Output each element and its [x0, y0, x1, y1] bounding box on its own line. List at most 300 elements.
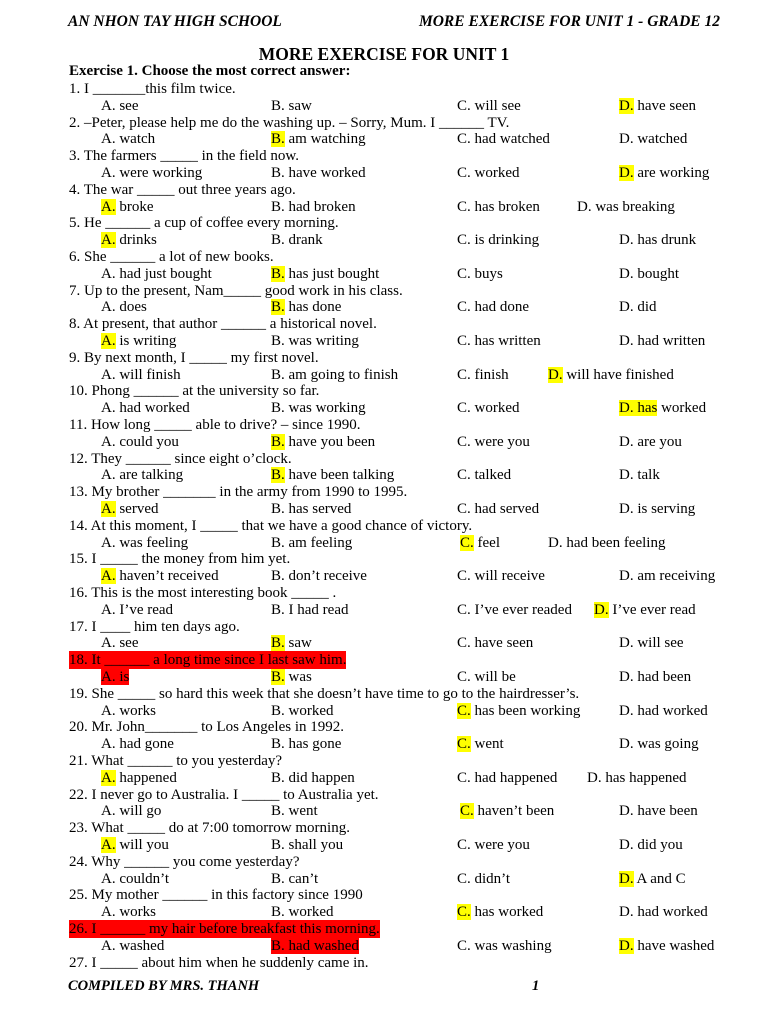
option-text: had been	[633, 669, 692, 685]
option-text: had served	[470, 501, 540, 517]
question-number: 16.	[69, 585, 88, 601]
question-stem: The farmers _____ in the field now.	[80, 148, 299, 165]
option-text: does	[115, 299, 147, 316]
answer-option-c[interactable]	[457, 433, 530, 451]
answer-option-c[interactable]	[457, 903, 543, 921]
option-letter: C.	[457, 702, 471, 719]
option-text: is	[115, 669, 130, 685]
option-text: is serving	[633, 501, 696, 517]
option-letter: A.	[101, 467, 116, 484]
option-letter: B.	[271, 769, 285, 786]
option-letter: C.	[457, 669, 471, 685]
option-letter: A.	[101, 501, 116, 517]
question-text	[69, 450, 292, 468]
option-letter: B.	[271, 568, 285, 585]
option-letter: C.	[457, 769, 471, 786]
question-text	[69, 550, 290, 568]
option-letter: C.	[457, 635, 471, 652]
option-text: had just bought	[115, 265, 212, 282]
answer-option-d[interactable]	[619, 332, 705, 350]
answer-option-b[interactable]	[271, 870, 318, 888]
question-number: 11.	[69, 417, 88, 433]
answer-option-b[interactable]	[271, 198, 356, 216]
answer-option-c[interactable]	[460, 802, 554, 820]
header-school-name: AN NHON TAY HIGH SCHOOL	[68, 13, 282, 30]
option-letter: C.	[457, 837, 471, 853]
option-letter: B.	[271, 601, 285, 618]
option-letter: A.	[101, 333, 116, 349]
answer-options	[0, 534, 768, 552]
answer-option-b[interactable]	[271, 332, 359, 350]
option-text: saw	[284, 97, 312, 114]
option-letter: D.	[619, 299, 634, 316]
option-letter: B.	[271, 198, 285, 215]
option-text: am feeling	[284, 534, 353, 551]
answer-option-a[interactable]	[101, 903, 156, 921]
option-text: has just bought	[284, 265, 380, 282]
answer-options	[0, 668, 768, 686]
option-text: are you	[633, 433, 682, 450]
answer-option-d[interactable]	[587, 769, 687, 787]
question-text	[69, 214, 339, 232]
option-letter: B.	[271, 433, 285, 450]
answer-option-b[interactable]	[271, 937, 359, 955]
option-text: have been	[633, 803, 698, 820]
answer-option-a[interactable]	[101, 466, 183, 484]
answer-option-d[interactable]	[619, 130, 687, 148]
answer-option-c[interactable]	[457, 836, 530, 854]
answer-option-a[interactable]	[101, 634, 139, 652]
question-number: 20.	[69, 719, 88, 736]
answer-option-b[interactable]	[271, 500, 351, 518]
answer-option-c[interactable]	[457, 500, 539, 518]
option-letter: D.	[619, 333, 634, 349]
answer-options	[0, 399, 768, 417]
option-text: I’ve ever readed	[470, 601, 572, 618]
option-letter: D.	[619, 937, 634, 954]
option-text: didn’t	[470, 870, 511, 887]
answer-option-a[interactable]	[101, 500, 159, 518]
option-text: have seen	[470, 635, 534, 652]
answer-option-a[interactable]	[101, 265, 212, 283]
question-stem: What _____ do at 7:00 tomorrow morning.	[87, 820, 350, 837]
option-letter: D.	[587, 769, 602, 786]
answer-option-c[interactable]	[457, 634, 533, 652]
option-letter: C.	[457, 198, 471, 215]
question-text	[69, 315, 377, 333]
answer-option-c[interactable]	[457, 668, 516, 686]
option-letter: A.	[101, 904, 116, 921]
answer-option-d[interactable]	[619, 466, 660, 484]
answer-option-d[interactable]	[619, 265, 679, 283]
answer-option-b[interactable]	[271, 97, 312, 115]
option-letter: A.	[101, 433, 116, 450]
option-text: went	[470, 736, 504, 753]
question-stem: At present, that author ______ a historical novel.	[80, 316, 377, 333]
answer-option-d[interactable]	[619, 231, 696, 249]
option-letter: A.	[101, 366, 116, 383]
question-number: 14.	[69, 517, 88, 534]
answer-option-d[interactable]	[594, 601, 696, 619]
option-letter: B.	[271, 937, 285, 954]
option-letter: C.	[457, 232, 471, 249]
option-letter: A.	[101, 803, 116, 820]
option-letter: D.	[619, 837, 634, 853]
option-letter: A.	[101, 702, 116, 719]
answer-option-d[interactable]	[619, 433, 682, 451]
question-number: 19.	[69, 685, 88, 702]
answer-options	[0, 601, 768, 619]
answer-option-b[interactable]	[271, 769, 355, 787]
answer-option-d[interactable]	[577, 198, 675, 216]
question-stem: My brother _______ in the army from 1990 to 1995.	[87, 484, 408, 501]
answer-option-c[interactable]	[457, 298, 529, 316]
option-text: see	[115, 635, 139, 652]
question-number: 15.	[69, 551, 88, 568]
option-letter: D.	[619, 870, 634, 887]
question-number: 9.	[69, 349, 81, 366]
answer-option-a[interactable]	[101, 130, 155, 148]
answer-option-a[interactable]	[101, 769, 177, 787]
answer-option-c[interactable]	[457, 399, 520, 417]
option-letter: C.	[457, 165, 471, 181]
option-text: broke	[115, 198, 154, 215]
option-text: is writing	[115, 333, 177, 349]
answer-option-b[interactable]	[271, 534, 352, 552]
option-letter: A.	[101, 837, 116, 853]
option-text: talk	[633, 467, 660, 484]
question-stem: She ______ a lot of new books.	[80, 249, 274, 265]
option-text: are working	[633, 165, 710, 181]
option-letter: B.	[271, 131, 285, 148]
question-stem: The war _____ out three years ago.	[80, 181, 296, 198]
option-text: will receive	[470, 568, 545, 585]
option-text: was	[284, 669, 312, 685]
option-text: could you	[115, 433, 179, 450]
answer-option-b[interactable]	[271, 231, 323, 249]
footer-author: COMPILED BY MRS. THANH	[68, 978, 260, 994]
question-stem: Phong ______ at the university so far.	[87, 383, 320, 400]
question-stem: I _____ the money from him yet.	[87, 551, 291, 568]
answer-option-b[interactable]	[271, 903, 334, 921]
answer-option-c[interactable]	[457, 466, 511, 484]
option-text: have worked	[284, 165, 366, 181]
answer-option-a[interactable]	[101, 534, 188, 552]
answer-option-b[interactable]	[271, 702, 334, 720]
answer-option-a[interactable]	[101, 937, 164, 955]
option-text: I’ve read	[115, 601, 174, 618]
option-text: was feeling	[115, 534, 189, 551]
answer-options	[0, 332, 768, 350]
question-stem: He ______ a cup of coffee every morning.	[80, 215, 339, 232]
answer-option-d[interactable]	[619, 500, 695, 518]
option-letter: A.	[101, 669, 116, 685]
answer-option-b[interactable]	[271, 634, 312, 652]
answer-option-c[interactable]	[457, 601, 572, 619]
answer-option-c[interactable]	[457, 231, 539, 249]
option-letter: B.	[271, 97, 285, 114]
answer-option-d[interactable]	[548, 534, 665, 552]
question-text	[69, 382, 319, 400]
option-letter: A.	[101, 635, 116, 652]
question-number: 6.	[69, 249, 81, 265]
answer-option-d[interactable]	[619, 702, 708, 720]
option-text: saw	[284, 635, 312, 652]
answer-option-a[interactable]	[101, 870, 169, 888]
answer-option-a[interactable]	[101, 298, 147, 316]
option-text: will finish	[115, 366, 181, 383]
question-stem: This is the most interesting book _____ .	[87, 585, 337, 601]
question-text	[69, 483, 407, 501]
option-text: had washed	[284, 937, 359, 954]
question-stem: By next month, I _____ my first novel.	[80, 349, 319, 366]
answer-option-a[interactable]	[101, 802, 161, 820]
option-text: had written	[633, 333, 706, 349]
option-letter: C.	[457, 333, 471, 349]
question-number: 24.	[69, 853, 88, 870]
answer-option-b[interactable]	[271, 164, 366, 182]
answer-option-d[interactable]	[619, 298, 657, 316]
question-number: 4.	[69, 181, 81, 198]
answer-option-b[interactable]	[271, 433, 375, 451]
option-letter: B.	[271, 837, 285, 853]
answer-option-c[interactable]	[457, 332, 541, 350]
answer-option-a[interactable]	[101, 668, 129, 686]
question-text	[69, 282, 403, 300]
answer-option-d[interactable]	[619, 634, 684, 652]
question-number: 13.	[69, 484, 88, 501]
answer-option-b[interactable]	[271, 836, 343, 854]
option-text: have seen	[633, 97, 697, 114]
question-text	[69, 584, 336, 602]
option-letter: B.	[271, 534, 285, 551]
option-text: don’t receive	[284, 568, 367, 585]
question-number: 10.	[69, 383, 88, 400]
option-text: has worked	[470, 904, 544, 921]
answer-option-c[interactable]	[457, 130, 550, 148]
question-stem: I ______ my hair before breakfast this morning.	[87, 921, 380, 937]
answer-options	[0, 903, 768, 921]
option-letter: C.	[457, 601, 471, 618]
option-text: am watching	[284, 131, 366, 148]
option-text: finish	[470, 366, 509, 383]
option-letter: C.	[457, 870, 471, 887]
option-text: have you been	[284, 433, 376, 450]
answer-option-d[interactable]	[619, 903, 708, 921]
option-text: has served	[284, 501, 352, 517]
question-number: 21.	[69, 753, 88, 769]
question-text	[69, 114, 509, 132]
answer-option-b[interactable]	[271, 567, 367, 585]
header-unit-title: MORE EXERCISE FOR UNIT 1 - GRADE 12	[418, 13, 720, 30]
question-number: 25.	[69, 887, 88, 904]
question-number: 27.	[69, 954, 88, 971]
option-text: feel	[473, 534, 500, 551]
answer-option-c[interactable]	[457, 97, 521, 115]
option-text: had broken	[284, 198, 356, 215]
option-letter: B.	[271, 736, 285, 753]
answer-option-a[interactable]	[101, 231, 157, 249]
answer-option-d[interactable]	[619, 836, 683, 854]
option-letter: C.	[457, 467, 471, 484]
option-text: have been talking	[284, 467, 395, 484]
question-text	[69, 248, 274, 266]
answer-option-b[interactable]	[271, 399, 366, 417]
answer-options	[0, 802, 768, 820]
answer-option-c[interactable]	[457, 366, 509, 384]
answer-option-c[interactable]	[457, 198, 540, 216]
answer-option-a[interactable]	[101, 332, 176, 350]
answer-option-b[interactable]	[271, 802, 318, 820]
answer-option-d[interactable]	[619, 802, 698, 820]
option-letter: C.	[457, 131, 471, 148]
question-number: 23.	[69, 820, 88, 837]
answer-option-a[interactable]	[101, 164, 202, 182]
question-stem: I _______this film twice.	[80, 81, 236, 97]
answer-option-c[interactable]	[460, 534, 500, 552]
answer-options	[0, 836, 768, 854]
answer-options	[0, 769, 768, 787]
answer-option-b[interactable]	[271, 130, 366, 148]
answer-options	[0, 466, 768, 484]
option-text: have washed	[633, 937, 715, 954]
option-text: worked	[284, 904, 334, 921]
option-text: will see	[633, 635, 684, 652]
answer-option-a[interactable]	[101, 366, 181, 384]
question-text	[69, 819, 350, 837]
option-letter: C.	[457, 400, 471, 417]
answer-option-a[interactable]	[101, 702, 156, 720]
answer-option-c[interactable]	[457, 164, 520, 182]
option-text: watch	[115, 131, 156, 148]
answer-option-d[interactable]	[619, 735, 699, 753]
answer-option-b[interactable]	[271, 668, 312, 686]
option-letter: A.	[101, 97, 116, 114]
option-letter: C.	[457, 433, 471, 450]
answer-option-a[interactable]	[101, 567, 219, 585]
answer-option-c[interactable]	[457, 735, 504, 753]
answer-option-c[interactable]	[457, 769, 557, 787]
question-text	[69, 786, 379, 804]
answer-options	[0, 130, 768, 148]
option-text: had worked	[115, 400, 190, 417]
option-text: had happened	[470, 769, 558, 786]
answer-option-a[interactable]	[101, 399, 190, 417]
option-letter: C.	[457, 904, 471, 921]
option-text: am receiving	[633, 568, 716, 585]
option-letter: D.	[619, 568, 634, 585]
option-text: bought	[633, 265, 680, 282]
answer-options	[0, 567, 768, 585]
option-letter: D.	[619, 131, 634, 148]
answer-option-d[interactable]	[619, 567, 715, 585]
answer-option-a[interactable]	[101, 433, 179, 451]
option-text: is drinking	[470, 232, 540, 249]
answer-option-d[interactable]	[619, 97, 696, 115]
question-text	[69, 685, 579, 703]
question-stem: They ______ since eight o’clock.	[87, 450, 292, 467]
question-stem: Why ______ you come yesterday?	[87, 853, 300, 870]
option-letter: D.	[619, 904, 634, 921]
question-number: 18.	[69, 652, 88, 669]
answer-option-c[interactable]	[457, 937, 552, 955]
option-letter: D.	[619, 803, 634, 820]
option-letter: D.	[619, 232, 634, 249]
answer-option-b[interactable]	[271, 298, 341, 316]
answer-option-c[interactable]	[457, 265, 503, 283]
answer-option-c[interactable]	[457, 702, 580, 720]
answer-option-b[interactable]	[271, 366, 398, 384]
question-stem: –Peter, please help me do the washing up. – Sorry, Mum. I ______ TV.	[80, 114, 510, 131]
option-letter: D.	[594, 601, 609, 618]
option-text: can’t	[284, 870, 319, 887]
answer-option-d[interactable]: D. has worked	[619, 400, 707, 417]
option-text: will have finished	[562, 366, 674, 383]
answer-option-d[interactable]	[619, 164, 709, 182]
answer-option-c[interactable]	[457, 567, 545, 585]
option-letter: D.	[619, 433, 634, 450]
option-letter: C.	[457, 736, 471, 753]
question-stem: What ______ to you yesterday?	[87, 753, 283, 769]
answer-option-b[interactable]	[271, 265, 379, 283]
answer-option-b[interactable]	[271, 601, 348, 619]
answer-option-b[interactable]	[271, 466, 394, 484]
option-text: washed	[115, 937, 165, 954]
question-stem: I ____ him ten days ago.	[87, 618, 240, 635]
answer-options	[0, 265, 768, 283]
answer-option-a[interactable]	[101, 97, 139, 115]
option-text: works	[115, 904, 157, 921]
question-text	[69, 181, 296, 199]
option-text: had watched	[470, 131, 550, 148]
option-letter: C.	[457, 299, 471, 316]
answer-option-a[interactable]	[101, 601, 173, 619]
answer-option-a[interactable]	[101, 836, 169, 854]
option-letter: C.	[460, 803, 474, 820]
answer-option-c[interactable]	[457, 870, 510, 888]
answer-options	[0, 702, 768, 720]
question-stem: How long _____ able to drive? – since 1990.	[87, 417, 361, 433]
answer-option-d[interactable]	[619, 937, 714, 955]
option-letter: B.	[271, 702, 285, 719]
option-letter: D.	[619, 669, 634, 685]
answer-option-a[interactable]	[101, 198, 154, 216]
option-letter: D.	[619, 265, 634, 282]
answer-option-a[interactable]	[101, 735, 174, 753]
answer-option-b[interactable]	[271, 735, 341, 753]
option-letter: A.	[101, 198, 116, 215]
option-text: was breaking	[591, 198, 675, 215]
option-text: haven’t been	[473, 803, 555, 820]
answer-option-d[interactable]	[619, 870, 686, 888]
option-text: drinks	[115, 232, 157, 249]
question-stem: I _____ about him when he suddenly came in.	[87, 954, 369, 971]
answer-options	[0, 164, 768, 182]
answer-option-d[interactable]	[619, 668, 691, 686]
option-letter: B.	[271, 501, 285, 517]
question-number: 8.	[69, 316, 81, 333]
option-letter: D.	[548, 366, 563, 383]
answer-option-d[interactable]	[548, 366, 674, 384]
option-text: talked	[470, 467, 512, 484]
option-text: happened	[115, 769, 177, 786]
option-text: has broken	[470, 198, 540, 215]
option-text: has been working	[470, 702, 581, 719]
page-title: MORE EXERCISE FOR UNIT 1	[258, 44, 510, 64]
option-text: couldn’t	[115, 870, 170, 887]
option-letter: C.	[457, 366, 471, 383]
option-text: had been feeling	[562, 534, 666, 551]
